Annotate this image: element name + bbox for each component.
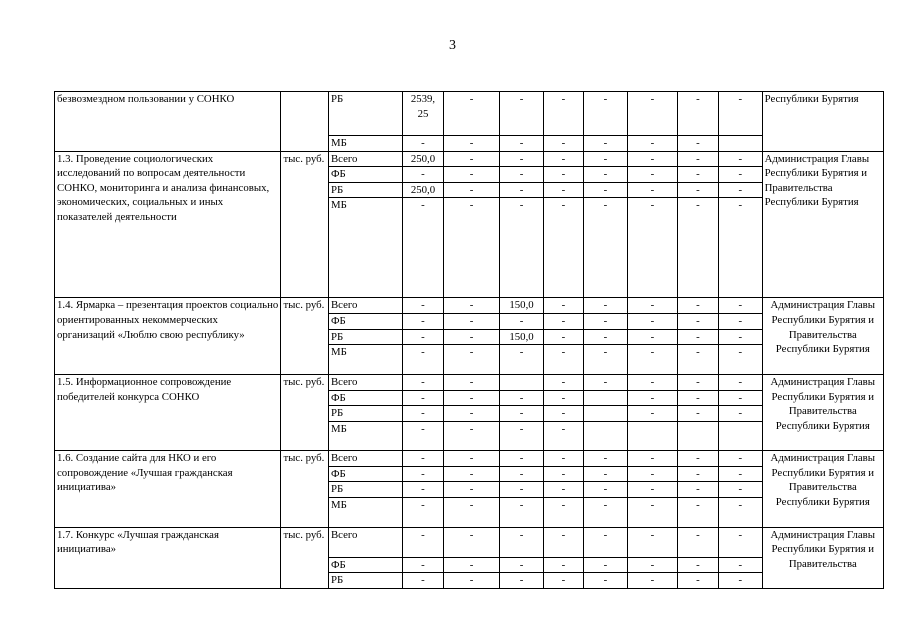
year-value-cell: - — [583, 345, 627, 375]
year-value-cell: - — [719, 92, 762, 136]
table-row — [55, 375, 884, 391]
funding-source-cell: РБ — [328, 406, 402, 422]
year-value-cell: 150,0 — [499, 298, 543, 314]
year-value-cell: - — [628, 182, 678, 198]
year-value-cell: - — [402, 329, 443, 345]
year-value-cell: - — [677, 375, 718, 391]
year-value-cell: - — [499, 151, 543, 167]
year-value-cell: - — [544, 375, 583, 391]
executor-cell: Администрация Главы Республики Бурятия и Правительства Республики Бурятия — [762, 151, 883, 298]
year-value-cell: - — [719, 466, 762, 482]
year-value-cell: - — [402, 557, 443, 573]
year-value-cell: - — [677, 167, 718, 183]
year-value-cell: - — [499, 497, 543, 527]
year-value-cell: - — [719, 450, 762, 466]
activity-name-cell: 1.6. Создание сайта для НКО и его сопровождение «Лучшая гражданская инициатива» — [55, 450, 281, 527]
year-value-cell — [677, 421, 718, 450]
funding-source-cell: МБ — [328, 497, 402, 527]
funding-source-cell: Всего — [328, 151, 402, 167]
year-value-cell: - — [628, 313, 678, 329]
year-value-cell: - — [628, 466, 678, 482]
year-value-cell: - — [444, 375, 500, 391]
year-value-cell: - — [583, 182, 627, 198]
year-value-cell: - — [444, 482, 500, 498]
year-value-cell: - — [499, 482, 543, 498]
year-value-cell: - — [499, 136, 543, 152]
year-value-cell: - — [499, 466, 543, 482]
year-value-cell: - — [402, 345, 443, 375]
year-value-cell: - — [628, 198, 678, 298]
year-value-cell: - — [628, 527, 678, 557]
year-value-cell: - — [544, 390, 583, 406]
year-value-cell: - — [628, 136, 678, 152]
funding-source-cell: МБ — [328, 345, 402, 375]
year-value-cell: - — [677, 345, 718, 375]
year-value-cell: - — [583, 329, 627, 345]
year-value-cell: - — [544, 329, 583, 345]
year-value-cell: - — [444, 345, 500, 375]
year-value-cell: - — [544, 182, 583, 198]
year-value-cell: - — [544, 136, 583, 152]
activity-name-cell: безвозмездном пользовании у СОНКО — [55, 92, 281, 152]
year-value-cell: - — [628, 375, 678, 391]
table-row — [55, 527, 884, 557]
funding-source-cell: МБ — [328, 421, 402, 450]
year-value-cell: - — [628, 345, 678, 375]
year-value-cell: - — [544, 198, 583, 298]
year-value-cell: - — [402, 136, 443, 152]
year-value-cell: - — [444, 421, 500, 450]
year-value-cell: - — [628, 329, 678, 345]
year-value-cell: - — [677, 298, 718, 314]
funding-source-cell: Всего — [328, 298, 402, 314]
executor-cell: Республики Бурятия — [762, 92, 883, 152]
year-value-cell: - — [677, 527, 718, 557]
year-value-cell: - — [499, 527, 543, 557]
funding-source-cell: Всего — [328, 450, 402, 466]
year-value-cell: - — [402, 298, 443, 314]
year-value-cell: - — [544, 92, 583, 136]
year-value-cell: - — [719, 482, 762, 498]
year-value-cell: - — [677, 136, 718, 152]
year-value-cell: - — [402, 167, 443, 183]
program-table — [54, 91, 884, 589]
year-value-cell: 2539, 25 — [402, 92, 443, 136]
year-value-cell: - — [402, 497, 443, 527]
year-value-cell: - — [444, 92, 500, 136]
executor-cell: Администрация Главы Республики Бурятия и Правительства Республики Бурятия — [762, 450, 883, 527]
year-value-cell: - — [583, 375, 627, 391]
year-value-cell: - — [499, 198, 543, 298]
year-value-cell: - — [402, 450, 443, 466]
year-value-cell: - — [499, 573, 543, 589]
year-value-cell: - — [719, 375, 762, 391]
activity-name-cell: 1.7. Конкурс «Лучшая гражданская инициатива» — [55, 527, 281, 588]
year-value-cell: - — [499, 390, 543, 406]
year-value-cell: - — [444, 151, 500, 167]
year-value-cell: - — [677, 557, 718, 573]
year-value-cell: - — [677, 313, 718, 329]
year-value-cell: - — [444, 406, 500, 422]
year-value-cell: - — [444, 573, 500, 589]
year-value-cell: - — [544, 573, 583, 589]
year-value-cell: - — [544, 345, 583, 375]
year-value-cell: - — [402, 375, 443, 391]
year-value-cell: - — [444, 527, 500, 557]
unit-cell: тыс. руб. — [281, 151, 329, 298]
year-value-cell: - — [499, 406, 543, 422]
year-value-cell: - — [583, 573, 627, 589]
year-value-cell: - — [499, 182, 543, 198]
year-value-cell: - — [444, 497, 500, 527]
year-value-cell: - — [499, 92, 543, 136]
year-value-cell: - — [628, 450, 678, 466]
year-value-cell: - — [719, 390, 762, 406]
year-value-cell: - — [719, 497, 762, 527]
year-value-cell: 250,0 — [402, 151, 443, 167]
year-value-cell: - — [544, 527, 583, 557]
year-value-cell: - — [499, 313, 543, 329]
year-value-cell: - — [402, 406, 443, 422]
year-value-cell: - — [444, 313, 500, 329]
year-value-cell: - — [677, 92, 718, 136]
year-value-cell: - — [499, 450, 543, 466]
funding-source-cell: ФБ — [328, 167, 402, 183]
year-value-cell: - — [544, 313, 583, 329]
year-value-cell: - — [719, 151, 762, 167]
year-value-cell: - — [499, 167, 543, 183]
year-value-cell: - — [544, 450, 583, 466]
funding-source-cell: Всего — [328, 527, 402, 557]
year-value-cell: - — [583, 167, 627, 183]
year-value-cell: - — [544, 406, 583, 422]
year-value-cell: - — [583, 151, 627, 167]
activity-name-cell: 1.3. Проведение социологических исследований по вопросам деятельности СОНКО, мониторинга и анализа финансовых, экономических, социальных и иных показателей деятельности — [55, 151, 281, 298]
year-value-cell: - — [719, 345, 762, 375]
funding-source-cell: ФБ — [328, 390, 402, 406]
year-value-cell — [719, 421, 762, 450]
year-value-cell: - — [719, 198, 762, 298]
year-value-cell: - — [444, 390, 500, 406]
year-value-cell: - — [444, 136, 500, 152]
funding-source-cell: РБ — [328, 573, 402, 589]
year-value-cell: - — [677, 390, 718, 406]
executor-cell: Администрация Главы Республики Бурятия и Правительства — [762, 527, 883, 588]
year-value-cell: - — [719, 298, 762, 314]
year-value-cell: - — [499, 345, 543, 375]
year-value-cell: - — [677, 450, 718, 466]
year-value-cell — [583, 390, 627, 406]
executor-cell: Администрация Главы Республики Бурятия и Правительства Республики Бурятия — [762, 298, 883, 375]
year-value-cell: - — [677, 482, 718, 498]
funding-source-cell: РБ — [328, 182, 402, 198]
year-value-cell: - — [402, 527, 443, 557]
year-value-cell: - — [628, 390, 678, 406]
year-value-cell: - — [544, 421, 583, 450]
table-row — [55, 450, 884, 466]
year-value-cell: - — [628, 573, 678, 589]
year-value-cell — [583, 421, 627, 450]
year-value-cell: - — [444, 557, 500, 573]
activity-name-cell: 1.4. Ярмарка – презентация проектов социально ориентированных некоммерческих организаций «Люблю свою республику» — [55, 298, 281, 375]
funding-source-cell: РБ — [328, 329, 402, 345]
funding-source-cell: ФБ — [328, 466, 402, 482]
year-value-cell: - — [677, 497, 718, 527]
year-value-cell: - — [583, 466, 627, 482]
year-value-cell: - — [719, 167, 762, 183]
year-value-cell: - — [444, 450, 500, 466]
year-value-cell: - — [583, 497, 627, 527]
year-value-cell: - — [628, 298, 678, 314]
year-value-cell: - — [544, 466, 583, 482]
activity-name-cell: 1.5. Информационное сопровождение победителей конкурса СОНКО — [55, 375, 281, 451]
year-value-cell: - — [544, 298, 583, 314]
year-value-cell — [628, 421, 678, 450]
year-value-cell: - — [677, 151, 718, 167]
year-value-cell: - — [499, 557, 543, 573]
year-value-cell: - — [583, 450, 627, 466]
year-value-cell: - — [719, 182, 762, 198]
funding-source-cell: ФБ — [328, 313, 402, 329]
year-value-cell: - — [544, 497, 583, 527]
year-value-cell: - — [444, 167, 500, 183]
year-value-cell: - — [499, 421, 543, 450]
page-number: 3 — [449, 38, 456, 53]
year-value-cell: - — [583, 92, 627, 136]
funding-source-cell: РБ — [328, 92, 402, 136]
year-value-cell: 150,0 — [499, 329, 543, 345]
year-value-cell: - — [677, 182, 718, 198]
year-value-cell: - — [719, 329, 762, 345]
funding-source-cell: МБ — [328, 136, 402, 152]
year-value-cell: - — [628, 151, 678, 167]
year-value-cell: - — [583, 527, 627, 557]
year-value-cell: - — [444, 329, 500, 345]
year-value-cell: - — [444, 182, 500, 198]
year-value-cell: - — [544, 482, 583, 498]
year-value-cell: - — [719, 313, 762, 329]
year-value-cell: - — [583, 298, 627, 314]
table-row — [55, 298, 884, 314]
year-value-cell: - — [719, 573, 762, 589]
year-value-cell: - — [719, 557, 762, 573]
year-value-cell: - — [402, 390, 443, 406]
year-value-cell: - — [719, 406, 762, 422]
year-value-cell: - — [628, 406, 678, 422]
year-value-cell — [499, 375, 543, 391]
year-value-cell: - — [628, 497, 678, 527]
year-value-cell: - — [583, 557, 627, 573]
unit-cell: тыс. руб. — [281, 527, 329, 588]
unit-cell — [281, 92, 329, 152]
year-value-cell: - — [583, 198, 627, 298]
year-value-cell: - — [402, 421, 443, 450]
year-value-cell: - — [583, 136, 627, 152]
year-value-cell: - — [677, 329, 718, 345]
year-value-cell — [583, 406, 627, 422]
funding-source-cell: МБ — [328, 198, 402, 298]
year-value-cell: - — [677, 466, 718, 482]
year-value-cell: - — [402, 573, 443, 589]
year-value-cell: - — [544, 151, 583, 167]
year-value-cell: - — [628, 92, 678, 136]
year-value-cell: - — [677, 198, 718, 298]
table-row — [55, 92, 884, 136]
unit-cell: тыс. руб. — [281, 375, 329, 451]
year-value-cell: - — [544, 557, 583, 573]
unit-cell: тыс. руб. — [281, 298, 329, 375]
year-value-cell: - — [628, 557, 678, 573]
year-value-cell: - — [444, 198, 500, 298]
funding-source-cell: ФБ — [328, 557, 402, 573]
funding-source-cell: Всего — [328, 375, 402, 391]
year-value-cell: - — [677, 573, 718, 589]
year-value-cell: - — [583, 482, 627, 498]
year-value-cell: - — [444, 466, 500, 482]
year-value-cell: - — [402, 313, 443, 329]
year-value-cell: - — [444, 298, 500, 314]
year-value-cell: - — [402, 466, 443, 482]
year-value-cell: - — [402, 198, 443, 298]
table-row — [55, 151, 884, 167]
executor-cell: Администрация Главы Республики Бурятия и Правительства Республики Бурятия — [762, 375, 883, 451]
year-value-cell: - — [719, 527, 762, 557]
unit-cell: тыс. руб. — [281, 450, 329, 527]
year-value-cell — [719, 136, 762, 152]
year-value-cell: - — [402, 482, 443, 498]
year-value-cell: - — [628, 482, 678, 498]
year-value-cell: 250,0 — [402, 182, 443, 198]
funding-source-cell: РБ — [328, 482, 402, 498]
year-value-cell: - — [583, 313, 627, 329]
year-value-cell: - — [628, 167, 678, 183]
year-value-cell: - — [677, 406, 718, 422]
year-value-cell: - — [544, 167, 583, 183]
